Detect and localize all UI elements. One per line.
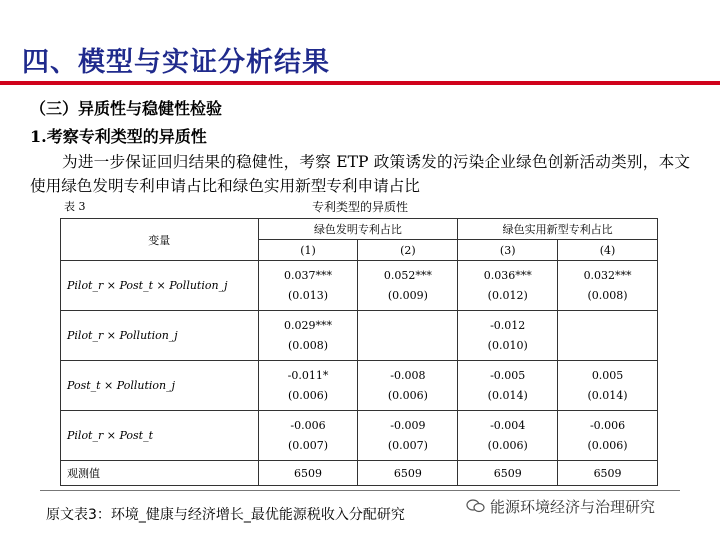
std-error: (0.009) bbox=[387, 288, 428, 302]
table-cell bbox=[458, 411, 558, 461]
table-cell bbox=[358, 361, 458, 411]
std-error: (0.013) bbox=[287, 288, 329, 302]
body-paragraph: 为进一步保证回归结果的稳健性，考察 ETP 政策诱发的污染企业绿色创新活动类别，本文使用绿色发明专利申请占比和绿色实用新型专利申请占比 bbox=[30, 153, 690, 195]
coefficient: 0.036*** bbox=[483, 268, 532, 282]
coefficient: -0.005 bbox=[490, 368, 526, 382]
std-error: (0.012) bbox=[487, 288, 528, 302]
footer-source: 原文表3：环境_健康与经济增长_最优能源税收入分配研究 bbox=[46, 507, 405, 523]
coefficient: -0.012 bbox=[490, 318, 526, 332]
section-heading: （三）异质性与稳健性检验 bbox=[30, 99, 223, 118]
std-error: (0.007) bbox=[387, 438, 428, 452]
obs-value: 6509 bbox=[258, 461, 358, 486]
obs-label: 观测值 bbox=[61, 461, 259, 486]
coefficient: 0.005 bbox=[591, 368, 624, 382]
table-row bbox=[61, 411, 658, 461]
coefficient: 0.037*** bbox=[284, 268, 333, 282]
coefficient: -0.006 bbox=[589, 418, 626, 432]
coefficient: -0.011* bbox=[287, 368, 329, 382]
table-cell bbox=[558, 261, 658, 311]
watermark-text: 能源环境经济与治理研究 bbox=[490, 498, 656, 516]
table-cell bbox=[558, 361, 658, 411]
std-error: (0.006) bbox=[587, 438, 628, 452]
coefficient: -0.008 bbox=[390, 368, 426, 382]
row-variable: Pilot_r × Post_t × Pollution_j bbox=[61, 261, 259, 311]
col-header: (1) bbox=[258, 240, 358, 261]
wechat-icon bbox=[466, 499, 486, 513]
col-header: (3) bbox=[458, 240, 558, 261]
obs-value: 6509 bbox=[458, 461, 558, 486]
coefficient: -0.004 bbox=[490, 418, 526, 432]
std-error: (0.010) bbox=[487, 338, 528, 352]
table-row bbox=[61, 361, 658, 411]
table-cell bbox=[458, 361, 558, 411]
row-variable: Pilot_r × Pollution_j bbox=[61, 311, 259, 361]
coefficient: 0.052*** bbox=[383, 268, 432, 282]
std-error: (0.007) bbox=[287, 438, 329, 452]
table-title: 专利类型的异质性 bbox=[311, 200, 408, 214]
std-error: (0.014) bbox=[587, 388, 628, 402]
std-error: (0.008) bbox=[287, 338, 329, 352]
table-row bbox=[61, 261, 658, 311]
title-divider bbox=[0, 81, 720, 85]
table-number: 表 3 bbox=[64, 200, 86, 213]
coefficient: -0.006 bbox=[290, 418, 326, 432]
obs-value: 6509 bbox=[558, 461, 658, 486]
table-cell bbox=[358, 261, 458, 311]
coefficient: -0.009 bbox=[390, 418, 426, 432]
table-cell bbox=[258, 411, 358, 461]
regression-table-figure bbox=[60, 198, 660, 482]
obs-value: 6509 bbox=[358, 461, 458, 486]
footer-divider bbox=[40, 490, 680, 491]
watermark bbox=[462, 496, 659, 517]
table-cell bbox=[558, 411, 658, 461]
std-error: (0.006) bbox=[287, 388, 329, 402]
coefficient: 0.032*** bbox=[583, 268, 632, 282]
regression-table bbox=[60, 218, 658, 486]
table-row bbox=[61, 311, 658, 361]
std-error: (0.006) bbox=[487, 438, 528, 452]
group-header-utility: 绿色实用新型专利占比 bbox=[458, 219, 658, 240]
slide-title: 四、模型与实证分析结果 bbox=[22, 47, 330, 78]
coefficient: 0.029*** bbox=[284, 318, 333, 332]
col-header: (2) bbox=[358, 240, 458, 261]
subsection-heading: 1.考察专利类型的异质性 bbox=[30, 127, 207, 146]
table-cell bbox=[258, 311, 358, 361]
table-cell bbox=[358, 411, 458, 461]
col-header: (4) bbox=[558, 240, 658, 261]
std-error: (0.014) bbox=[487, 388, 528, 402]
table-cell bbox=[458, 261, 558, 311]
row-variable: Post_t × Pollution_j bbox=[61, 361, 259, 411]
table-cell bbox=[258, 261, 358, 311]
var-header: 变量 bbox=[61, 219, 259, 261]
std-error: (0.008) bbox=[587, 288, 628, 302]
std-error: (0.006) bbox=[387, 388, 428, 402]
table-cell bbox=[358, 311, 458, 361]
group-header-invention: 绿色发明专利占比 bbox=[258, 219, 458, 240]
row-variable: Pilot_r × Post_t bbox=[61, 411, 259, 461]
table-cell bbox=[258, 361, 358, 411]
table-cell bbox=[558, 311, 658, 361]
table-cell bbox=[458, 311, 558, 361]
table-row-observations bbox=[61, 461, 658, 486]
